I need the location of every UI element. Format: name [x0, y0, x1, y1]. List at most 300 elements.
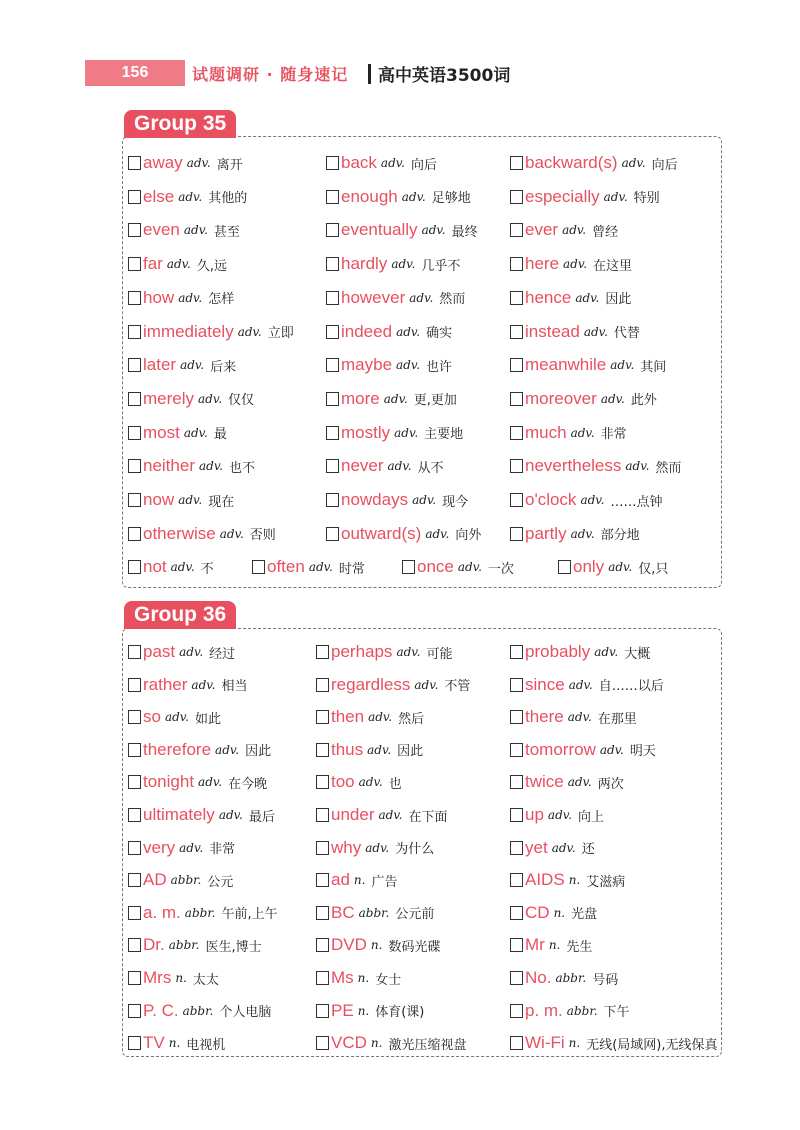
- checkbox[interactable]: [128, 808, 141, 822]
- checkbox[interactable]: [326, 426, 339, 440]
- vocab-row: [128, 835, 718, 861]
- checkbox[interactable]: [510, 392, 523, 406]
- vocab-word: more: [341, 388, 380, 408]
- vocab-entry-enough: [326, 184, 471, 210]
- checkbox[interactable]: [326, 459, 339, 473]
- vocab-word: backward(s): [525, 153, 618, 172]
- vocab-row: [128, 554, 718, 580]
- vocab-row: [128, 217, 718, 243]
- checkbox[interactable]: [510, 873, 523, 887]
- vocab-entry-twice: [510, 769, 624, 795]
- vocab-meaning: 号码: [592, 972, 619, 988]
- checkbox[interactable]: [326, 325, 339, 339]
- vocab-meaning: 向后: [410, 157, 437, 173]
- vocab-entry-under: [316, 802, 448, 828]
- vocab-entry-ad: [128, 867, 233, 893]
- checkbox[interactable]: [128, 743, 141, 757]
- vocab-meaning: 更,更加: [413, 393, 457, 409]
- checkbox[interactable]: [510, 710, 523, 724]
- checkbox[interactable]: [326, 291, 339, 305]
- vocab-entry-so: [128, 704, 221, 730]
- part-of-speech: adv.: [237, 324, 262, 339]
- vocab-meaning: 其间: [640, 359, 667, 375]
- part-of-speech: adv.: [567, 775, 592, 790]
- part-of-speech: adv.: [580, 493, 605, 507]
- vocab-word: past: [143, 642, 176, 661]
- vocab-meaning: 无线(局域网),无线保真: [586, 1037, 718, 1053]
- checkbox[interactable]: [510, 156, 523, 170]
- vocab-entry-o-clock: [510, 487, 662, 513]
- vocab-word: enough: [341, 186, 398, 206]
- vocab-entry-maybe: [326, 352, 452, 378]
- vocab-entry-p-c: [128, 998, 271, 1024]
- vocab-entry-nowdays: [326, 487, 468, 513]
- part-of-speech: adv.: [380, 156, 405, 170]
- vocab-entry-more: [326, 386, 457, 412]
- checkbox[interactable]: [316, 971, 329, 985]
- checkbox[interactable]: [128, 358, 141, 372]
- vocab-row: [128, 251, 718, 277]
- book-title: 高中英语3500词: [378, 66, 511, 86]
- checkbox[interactable]: [128, 223, 141, 237]
- vocab-word: ever: [525, 220, 559, 240]
- checkbox[interactable]: [402, 560, 415, 574]
- vocab-entry-too: [316, 769, 402, 795]
- vocab-entry-regardless: [316, 672, 470, 698]
- part-of-speech: adv.: [625, 459, 650, 474]
- vocab-entry-thus: [316, 737, 423, 763]
- vocab-word: Mrs: [143, 968, 172, 987]
- checkbox[interactable]: [510, 938, 523, 952]
- vocab-entry-rather: [128, 672, 247, 698]
- vocab-row: [128, 285, 718, 311]
- checkbox[interactable]: [128, 459, 141, 473]
- part-of-speech: adv.: [570, 526, 595, 541]
- vocab-meaning: 一次: [487, 561, 514, 577]
- vocab-entry-far: [128, 251, 227, 277]
- part-of-speech: adv.: [610, 358, 635, 373]
- vocab-meaning: 广告: [371, 874, 398, 890]
- vocab-entry-then: [316, 704, 424, 730]
- vocab-meaning: 足够地: [431, 191, 471, 207]
- vocab-word: probably: [525, 642, 591, 661]
- checkbox[interactable]: [510, 257, 523, 271]
- vocab-word: immediately: [143, 321, 234, 341]
- vocab-word: p. m.: [525, 1000, 563, 1020]
- vocab-entry-ultimately: [128, 802, 275, 828]
- vocab-row: [128, 704, 718, 730]
- checkbox[interactable]: [128, 527, 141, 541]
- checkbox[interactable]: [316, 1036, 329, 1050]
- vocab-meaning: 仅,只: [638, 561, 669, 577]
- part-of-speech: adv.: [178, 189, 203, 204]
- vocab-meaning: 立即: [267, 326, 294, 341]
- checkbox[interactable]: [316, 678, 329, 692]
- part-of-speech: adv.: [191, 677, 216, 692]
- vocab-meaning: 在那里: [597, 711, 637, 727]
- vocab-meaning: 最: [213, 427, 227, 443]
- vocab-row: [128, 802, 718, 828]
- part-of-speech: adv.: [383, 391, 408, 406]
- vocab-word: back: [341, 153, 377, 172]
- vocab-word: nevertheless: [525, 456, 622, 476]
- vocab-row: [128, 184, 718, 210]
- checkbox[interactable]: [326, 190, 339, 204]
- vocab-meaning: 特别: [633, 191, 660, 207]
- vocab-entry-partly: [510, 521, 640, 547]
- part-of-speech: adv.: [567, 710, 592, 725]
- vocab-entry-past: [128, 639, 235, 665]
- vocab-meaning: 光盘: [571, 907, 598, 923]
- checkbox[interactable]: [128, 426, 141, 440]
- checkbox[interactable]: [128, 775, 141, 789]
- vocab-row: [128, 319, 718, 345]
- vocab-meaning: 不管: [444, 679, 471, 695]
- checkbox[interactable]: [510, 743, 523, 757]
- vocab-entry-meanwhile: [510, 352, 666, 378]
- checkbox[interactable]: [510, 459, 523, 473]
- part-of-speech: adv.: [551, 840, 576, 855]
- vocab-entry-a-m: [128, 900, 278, 926]
- checkbox[interactable]: [128, 325, 141, 339]
- part-of-speech: adv.: [396, 324, 421, 339]
- checkbox[interactable]: [510, 358, 523, 372]
- vocab-word: under: [331, 805, 375, 824]
- vocab-word: perhaps: [331, 642, 393, 661]
- checkbox[interactable]: [316, 808, 329, 822]
- vocab-word: however: [341, 287, 406, 307]
- vocab-word: therefore: [143, 739, 212, 759]
- vocab-entry-bc: [316, 900, 434, 926]
- part-of-speech: adv.: [621, 156, 646, 170]
- vocab-meaning: 然而: [439, 292, 466, 308]
- vocab-entry-yet: [510, 835, 595, 861]
- checkbox[interactable]: [316, 906, 329, 920]
- part-of-speech: adv.: [180, 358, 205, 373]
- vocab-meaning: 非常: [209, 842, 236, 858]
- vocab-word: Wi-Fi: [525, 1033, 565, 1053]
- checkbox[interactable]: [128, 257, 141, 271]
- vocab-entry-eventually: [326, 217, 478, 243]
- vocab-word: only: [573, 557, 605, 577]
- checkbox[interactable]: [510, 1036, 523, 1050]
- vocab-entry-instead: [510, 319, 640, 345]
- part-of-speech: abbr.: [555, 971, 587, 985]
- vocab-meaning: 最终: [451, 224, 478, 240]
- vocab-entry-dvd: [316, 932, 440, 958]
- checkbox[interactable]: [316, 743, 329, 757]
- vocab-entry-hardly: [326, 251, 460, 277]
- part-of-speech: adv.: [570, 425, 595, 440]
- checkbox[interactable]: [510, 775, 523, 789]
- part-of-speech: adv.: [198, 391, 223, 406]
- vocab-word: maybe: [341, 355, 393, 375]
- vocab-word: o'clock: [525, 490, 577, 509]
- checkbox[interactable]: [128, 873, 141, 887]
- vocab-meaning: 也许: [426, 359, 453, 375]
- vocab-meaning: 现今: [442, 494, 469, 510]
- vocab-meaning: 经过: [209, 646, 236, 662]
- checkbox[interactable]: [128, 971, 141, 985]
- part-of-speech: adv.: [603, 189, 628, 204]
- part-of-speech: adv.: [183, 223, 208, 238]
- part-of-speech: adv.: [166, 257, 191, 272]
- vocab-word: away: [143, 153, 183, 172]
- checkbox[interactable]: [128, 645, 141, 659]
- part-of-speech: adv.: [179, 840, 204, 855]
- vocab-meaning: 主要地: [424, 427, 464, 443]
- part-of-speech: adv.: [179, 645, 204, 659]
- vocab-meaning: 在下面: [408, 809, 448, 825]
- part-of-speech: adv.: [608, 560, 633, 575]
- checkbox[interactable]: [510, 190, 523, 204]
- part-of-speech: n.: [175, 971, 187, 985]
- vocab-entry-why: [316, 835, 434, 861]
- checkbox[interactable]: [128, 841, 141, 855]
- vocab-entry-p-m: [510, 998, 630, 1024]
- checkbox[interactable]: [558, 560, 571, 574]
- vocab-entry-tonight: [128, 769, 267, 795]
- vocab-meaning: 然后: [398, 711, 425, 727]
- vocab-meaning: 其他的: [208, 191, 248, 207]
- vocab-word: here: [525, 254, 560, 274]
- vocab-word: once: [417, 557, 454, 577]
- vocab-meaning: 代替: [613, 326, 640, 341]
- checkbox[interactable]: [510, 291, 523, 305]
- checkbox[interactable]: [510, 645, 523, 659]
- part-of-speech: adv.: [568, 677, 593, 692]
- vocab-entry-nevertheless: [510, 453, 681, 479]
- checkbox[interactable]: [316, 710, 329, 724]
- checkbox[interactable]: [326, 257, 339, 271]
- vocab-word: VCD: [331, 1033, 367, 1053]
- vocab-entry-up: [510, 802, 604, 828]
- vocab-row: [128, 386, 718, 412]
- vocab-row: [128, 352, 718, 378]
- vocab-row: [128, 998, 718, 1024]
- vocab-entry-ever: [510, 217, 618, 243]
- checkbox[interactable]: [128, 392, 141, 406]
- vocab-word: hence: [525, 287, 572, 307]
- part-of-speech: adv.: [178, 493, 203, 507]
- part-of-speech: n.: [553, 905, 566, 920]
- vocab-meaning: 两次: [597, 776, 624, 792]
- vocab-entry-moreover: [510, 386, 657, 412]
- vocab-entry-away: [128, 150, 243, 176]
- checkbox[interactable]: [316, 645, 329, 659]
- vocab-meaning: 先生: [566, 939, 593, 955]
- vocab-meaning: 太太: [192, 972, 219, 988]
- part-of-speech: adv.: [164, 710, 189, 725]
- vocab-word: Ms: [331, 968, 354, 987]
- part-of-speech: adv.: [178, 290, 203, 305]
- checkbox[interactable]: [316, 775, 329, 789]
- series-title: 试题调研 · 随身速记: [192, 65, 349, 84]
- part-of-speech: adv.: [457, 560, 482, 575]
- vocab-meaning: 自……以后: [598, 679, 664, 695]
- checkbox[interactable]: [128, 156, 141, 170]
- vocab-entry-now: [128, 487, 234, 513]
- checkbox[interactable]: [510, 1004, 523, 1018]
- vocab-entry-probably: [510, 639, 650, 665]
- vocab-word: there: [525, 707, 564, 727]
- checkbox[interactable]: [326, 527, 339, 541]
- vocab-meaning: 否则: [249, 528, 276, 544]
- part-of-speech: adv.: [421, 223, 446, 238]
- vocab-word: especially: [525, 186, 600, 206]
- vocab-meaning: 下午: [603, 1005, 630, 1021]
- checkbox[interactable]: [252, 560, 265, 574]
- vocab-word: merely: [143, 388, 195, 408]
- part-of-speech: adv.: [215, 742, 240, 757]
- part-of-speech: abbr.: [168, 938, 200, 953]
- vocab-entry-since: [510, 672, 664, 698]
- vocab-word: ultimately: [143, 805, 215, 824]
- vocab-meaning: 部分地: [600, 528, 640, 544]
- vocab-entry-however: [326, 285, 465, 311]
- vocab-entry-else: [128, 184, 247, 210]
- page-header: [0, 58, 800, 88]
- checkbox[interactable]: [510, 527, 523, 541]
- vocab-word: otherwise: [143, 523, 216, 543]
- part-of-speech: n.: [353, 873, 366, 888]
- vocab-meaning: 甚至: [213, 224, 240, 240]
- checkbox[interactable]: [510, 493, 523, 507]
- checkbox[interactable]: [510, 325, 523, 339]
- part-of-speech: adv.: [391, 257, 416, 272]
- vocab-word: so: [143, 707, 161, 727]
- vocab-entry-pe: [316, 998, 424, 1024]
- vocab-word: now: [143, 490, 175, 509]
- part-of-speech: adv.: [412, 493, 437, 507]
- vocab-entry-cd: [510, 900, 597, 926]
- checkbox[interactable]: [510, 971, 523, 985]
- vocab-row: [128, 932, 718, 958]
- checkbox[interactable]: [316, 873, 329, 887]
- vocab-meaning: 几乎不: [421, 258, 461, 274]
- part-of-speech: adv.: [396, 358, 421, 373]
- vocab-meaning: 激光压缩视盘: [388, 1037, 467, 1053]
- header-separator: [368, 64, 371, 84]
- vocab-entry-here: [510, 251, 632, 277]
- vocab-word: meanwhile: [525, 355, 607, 375]
- vocab-meaning: 确实: [426, 326, 453, 341]
- vocab-entry-no: [510, 965, 618, 991]
- vocab-entry-backward-s: [510, 150, 678, 176]
- vocab-meaning: 仅仅: [228, 393, 255, 409]
- part-of-speech: adv.: [425, 526, 450, 541]
- vocab-word: too: [331, 772, 355, 792]
- vocab-word: never: [341, 456, 384, 476]
- checkbox[interactable]: [326, 392, 339, 406]
- vocab-entry-vcd: [316, 1030, 466, 1056]
- vocab-entry-even: [128, 217, 240, 243]
- vocab-entry-most: [128, 420, 227, 446]
- vocab-meaning: ……点钟: [610, 494, 663, 510]
- checkbox[interactable]: [128, 906, 141, 920]
- vocab-word: eventually: [341, 220, 418, 240]
- part-of-speech: n.: [568, 873, 581, 888]
- part-of-speech: n.: [168, 1036, 181, 1051]
- vocab-meaning: 最后: [248, 809, 275, 825]
- part-of-speech: adv.: [378, 808, 403, 822]
- vocab-meaning: 大概: [624, 646, 651, 662]
- vocab-entry-wi-fi: [510, 1030, 717, 1056]
- part-of-speech: abbr.: [358, 905, 390, 920]
- vocab-meaning: 为什么: [395, 842, 435, 858]
- vocab-entry-immediately: [128, 319, 294, 345]
- part-of-speech: abbr.: [170, 873, 202, 888]
- vocab-entry-much: [510, 420, 627, 446]
- checkbox[interactable]: [326, 493, 339, 507]
- vocab-entry-aids: [510, 867, 625, 893]
- checkbox[interactable]: [316, 1004, 329, 1018]
- vocab-meaning: 久,远: [196, 258, 227, 274]
- vocab-meaning: 因此: [605, 292, 632, 308]
- checkbox[interactable]: [326, 358, 339, 372]
- checkbox[interactable]: [128, 291, 141, 305]
- checkbox[interactable]: [510, 678, 523, 692]
- checkbox[interactable]: [326, 156, 339, 170]
- vocab-meaning: 也不: [229, 460, 256, 476]
- vocab-word: tomorrow: [525, 739, 596, 759]
- checkbox[interactable]: [510, 808, 523, 822]
- checkbox[interactable]: [510, 223, 523, 237]
- checkbox[interactable]: [326, 223, 339, 237]
- vocab-entry-dr: [128, 932, 262, 958]
- vocab-word: indeed: [341, 321, 393, 341]
- checkbox[interactable]: [128, 1004, 141, 1018]
- vocab-meaning: 在今晚: [228, 776, 268, 792]
- vocab-meaning: 医生,博士: [205, 939, 262, 955]
- checkbox[interactable]: [128, 560, 141, 574]
- checkbox[interactable]: [128, 190, 141, 204]
- vocab-entry-tv: [128, 1030, 225, 1056]
- vocab-word: ad: [331, 870, 350, 890]
- vocab-entry-outward-s: [326, 521, 481, 547]
- part-of-speech: adv.: [575, 290, 600, 305]
- vocab-meaning: 然而: [655, 460, 682, 476]
- checkbox[interactable]: [128, 1036, 141, 1050]
- vocab-meaning: 公元: [207, 874, 234, 890]
- vocab-row: [128, 487, 718, 513]
- part-of-speech: adv.: [170, 560, 195, 575]
- checkbox[interactable]: [510, 906, 523, 920]
- checkbox[interactable]: [128, 678, 141, 692]
- vocab-word: AD: [143, 870, 167, 890]
- vocab-word: P. C.: [143, 1000, 179, 1020]
- checkbox[interactable]: [316, 938, 329, 952]
- checkbox[interactable]: [128, 493, 141, 507]
- vocab-word: Dr.: [143, 935, 165, 955]
- vocab-meaning: 如此: [194, 711, 221, 727]
- checkbox[interactable]: [510, 841, 523, 855]
- vocab-meaning: 向上: [577, 809, 604, 825]
- vocab-meaning: 午前,上午: [221, 907, 278, 923]
- part-of-speech: adv.: [562, 223, 587, 238]
- checkbox[interactable]: [128, 710, 141, 724]
- part-of-speech: n.: [370, 938, 383, 953]
- vocab-word: tonight: [143, 772, 195, 792]
- page-number: 156: [85, 60, 185, 86]
- vocab-meaning: 艾滋病: [586, 874, 626, 890]
- vocab-word: instead: [525, 321, 580, 341]
- checkbox[interactable]: [128, 938, 141, 952]
- part-of-speech: adv.: [563, 257, 588, 272]
- vocab-word: rather: [143, 674, 188, 694]
- checkbox[interactable]: [510, 426, 523, 440]
- checkbox[interactable]: [316, 841, 329, 855]
